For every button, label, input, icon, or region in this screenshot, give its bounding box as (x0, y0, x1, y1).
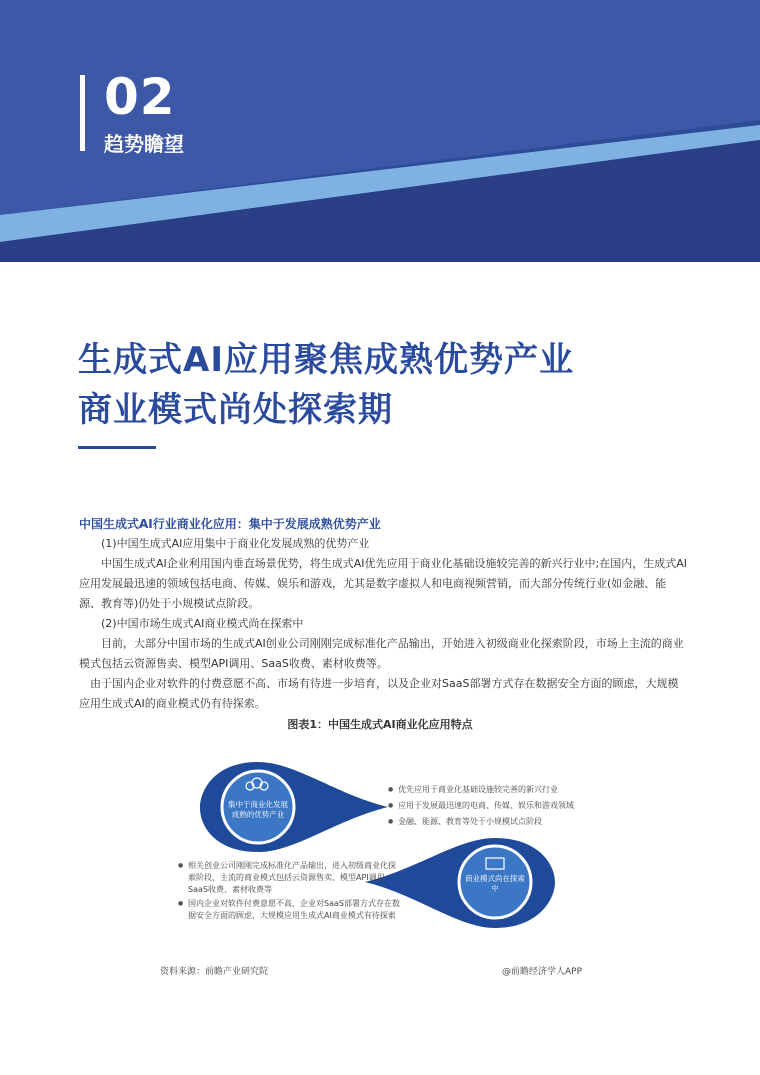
node-2-label: 商业模式尚在探索中 (465, 874, 525, 893)
figure-credit: @前瞻经济学人APP (501, 967, 582, 977)
bullet-item: ● 国内企业对软件付费意愿不高，企业对SaaS部署方式存在数据安全方面的顾虑，大规模应用生成式AI商业模式有待探索 (178, 898, 400, 922)
bullet-item: ● 相关创业公司刚刚完成标准化产品输出，进入初级商业化探索阶段，主流的商业模式包括云资源售卖、模型API调用、SaaS收费、素材收费等 (178, 860, 400, 896)
paragraph-1: (1)中国生成式AI应用集中于商业化发展成熟的优势产业 (101, 537, 370, 550)
article-subheading: 中国生成式AI行业商业化应用：集中于发展成熟优势产业 (79, 517, 381, 531)
bullet-item: ● 优先应用于商业化基础设施较完善的新兴行业 (388, 784, 598, 796)
paragraph-5: 由于国内企业对软件的付费意愿不高、市场有待进一步培育，以及企业对SaaS部署方式存在数据安全方面的顾虑，大规模应用生成式AI的商业模式仍有待探索。 (79, 677, 679, 710)
section-number: 02 (104, 68, 176, 126)
figure-title: 图表1：中国生成式AI商业化应用特点 (287, 718, 473, 731)
section-title: 趋势瞻望 (104, 132, 184, 156)
bullet-item: ● 金融、能源、教育等处于小规模试点阶段 (388, 816, 598, 828)
paragraph-3: (2)中国市场生成式AI商业模式尚在探索中 (101, 617, 304, 630)
paragraph-2: 中国生成式AI企业利用国内垂直场景优势，将生成式AI优先应用于商业化基础设施较完善的新兴行业中;在国内，生成式AI应用发展最迅速的领域包括电商、传媒、娱乐和游戏，尤其是数字虚拟人和电商视频营销，而大部分传统行业(如金融、能源、教育等)仍处于小规模试点阶段。 (79, 557, 688, 610)
figure-source: 资料来源：前瞻产业研究院 (160, 967, 269, 977)
article-body (79, 534, 687, 714)
node-1-bullets (388, 784, 598, 828)
node-2-bullets (178, 860, 400, 922)
paragraph-4: 目前，大部分中国市场的生成式AI创业公司刚刚完成标准化产品输出，开始进入初级商业化探索阶段，市场上主流的商业模式包括云资源售卖、模型API调用、SaaS收费、素材收费等。 (79, 637, 684, 670)
bullet-item: ● 应用于发展最迅速的电商、传媒、娱乐和游戏领域 (388, 800, 598, 812)
figure-diagram (160, 740, 610, 950)
page-title-line-2: 商业模式尚处探索期 (78, 390, 393, 430)
section-accent-bar (80, 75, 85, 151)
page-title (78, 335, 574, 435)
title-underline (78, 446, 156, 449)
node-1-label: 集中于商业化发展成熟的优势产业 (228, 800, 288, 819)
page-title-line-1: 生成式AI应用聚焦成熟优势产业 (78, 340, 574, 380)
